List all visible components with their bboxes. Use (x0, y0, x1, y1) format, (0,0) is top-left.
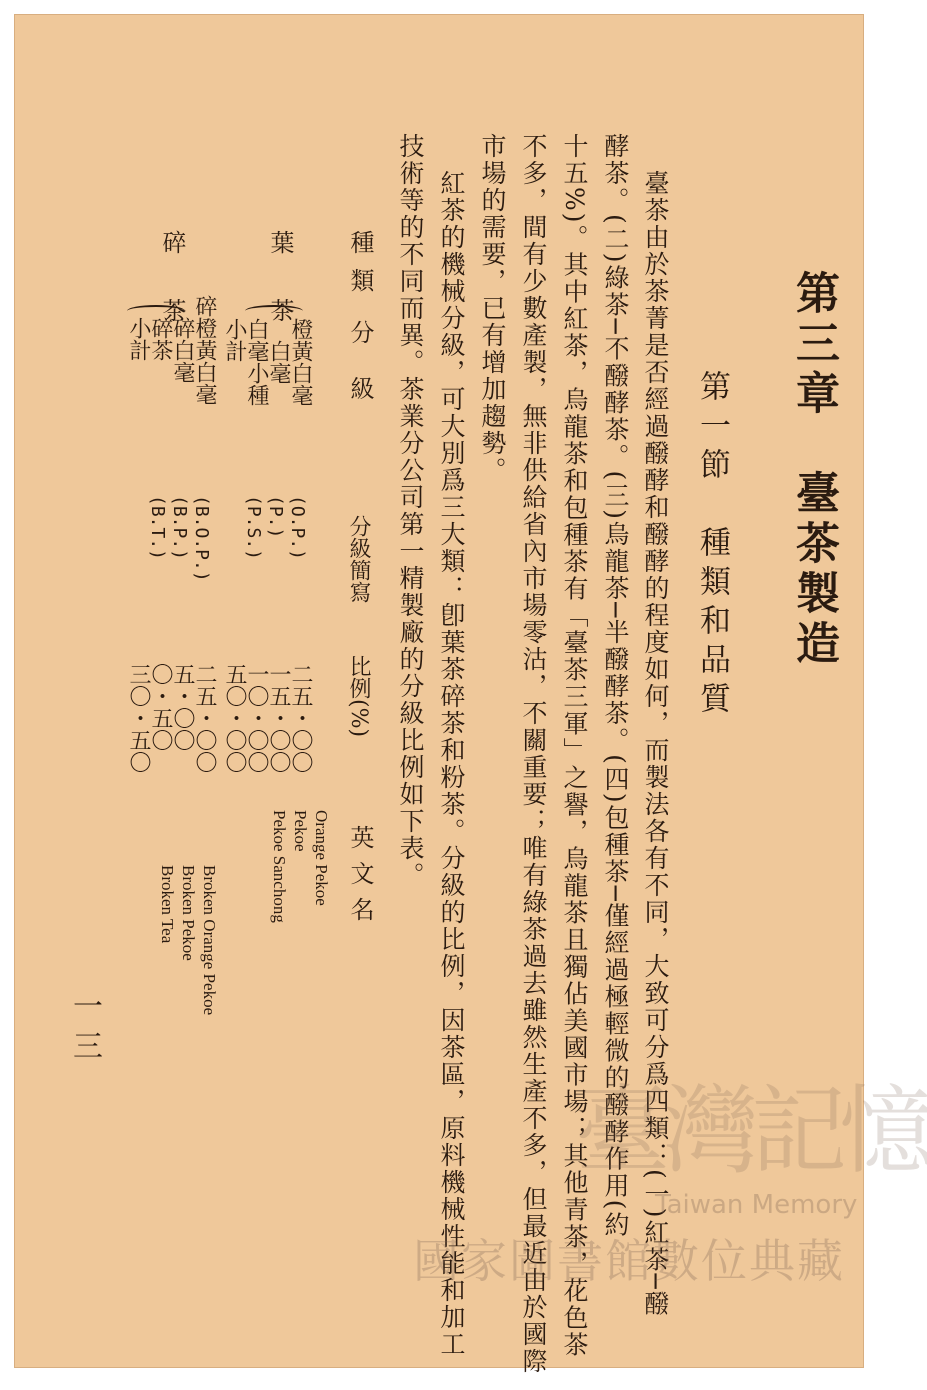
grade-cell: 碎白毫 (170, 317, 195, 383)
watermark-chinese: 國家圖書館數位典藏 (413, 1234, 845, 1288)
book-page (14, 14, 927, 1375)
table-header-abbr: 分級簡寫 (346, 515, 371, 603)
ratio-cell: 二五・〇〇 (192, 663, 217, 773)
abbr-cell: (P.S.) (243, 495, 264, 561)
watermark-calligraphy: 臺灣記憶 (575, 1075, 927, 1187)
grade-cell: 橙黃白毫 (288, 318, 313, 406)
ratio-cell: 三〇・五〇 (126, 663, 151, 773)
ratio-cell: 五〇・〇〇 (222, 663, 247, 773)
grade-cell: 碎茶 (148, 317, 173, 361)
grade-cell: 小計 (222, 318, 247, 362)
paragraph-line: 酵茶。(二)綠茶─不醱酵茶。(三)烏龍茶─半醱酵茶。(四)包種茶─僅經過極輕微的醱酵作用(約 (601, 133, 630, 1239)
group-brace (127, 305, 185, 317)
abbr-cell: (B.P.) (169, 495, 190, 561)
paragraph-line: 臺茶由於茶菁是否經過醱酵和醱酵的程度如何，而製法各有不同，大致可分爲四類：(一)紅茶─醱 (641, 170, 670, 1318)
grade-cell: 小計 (126, 317, 151, 361)
paragraph-line: 市場的需要，已有增加趨勢。 (478, 133, 507, 484)
paragraph-line: 不多，間有少數產製，無非供給省內市場零沽，不關重要；唯有綠茶過去雖然生產不多，但最近由於國際 (519, 133, 548, 1375)
section-title: 第一節 種類和品質 (694, 370, 730, 721)
watermark-english: Taiwan Memory (655, 1190, 858, 1220)
table-header-ratio: 比例(%) (346, 655, 371, 738)
english-cell: Orange Pekoe (312, 810, 331, 906)
chapter-title: 第三章 臺茶製造 (788, 270, 839, 670)
english-cell: Pekoe (291, 810, 310, 852)
grade-cell: 白毫 (266, 340, 291, 384)
page-number: 一三 (67, 990, 102, 1070)
abbr-cell: (P.) (265, 495, 286, 539)
abbr-cell: (B.T.) (147, 495, 168, 561)
group-name-broken-tea: 碎 茶 (158, 230, 186, 332)
english-cell: Broken Orange Pekoe (200, 865, 219, 1016)
paragraph-line: 技術等的不同而異。茶業分公司第一精製廠的分級比例如下表。 (396, 133, 425, 889)
table-header-type: 種類 (346, 230, 374, 306)
english-cell: Pekoe Sanchong (270, 810, 289, 923)
english-cell: Broken Pekoe (179, 865, 198, 961)
paragraph-line: 紅茶的機械分級，可大別爲三大類：卽葉茶碎茶和粉茶。分級的比例，因茶區，原料機械性能和加工 (437, 170, 466, 1358)
table-header-grade: 分 級 (346, 320, 374, 404)
group-brace (245, 305, 303, 317)
ratio-cell: 〇・五〇 (148, 663, 173, 751)
paragraph-line: 十五%)。其中紅茶，烏龍茶和包種茶有「臺茶三軍」之譽，烏龍茶且獨佔美國市場；其他青茶，花色茶 (560, 133, 589, 1359)
grade-cell: 碎橙黃白毫 (192, 295, 217, 405)
ratio-cell: 五・〇〇 (170, 663, 195, 751)
group-name-leaf-tea: 葉 茶 (266, 230, 294, 332)
abbr-cell: (B.O.P.) (191, 495, 212, 582)
grade-cell: 白毫小種 (244, 318, 269, 406)
ratio-cell: 二五・〇〇 (288, 663, 313, 773)
ratio-cell: 一〇・〇〇 (244, 663, 269, 773)
abbr-cell: (O.P.) (287, 495, 308, 561)
english-cell: Broken Tea (158, 865, 177, 944)
ratio-cell: 一五・〇〇 (266, 663, 291, 773)
table-header-english: 英文名 (346, 825, 374, 933)
